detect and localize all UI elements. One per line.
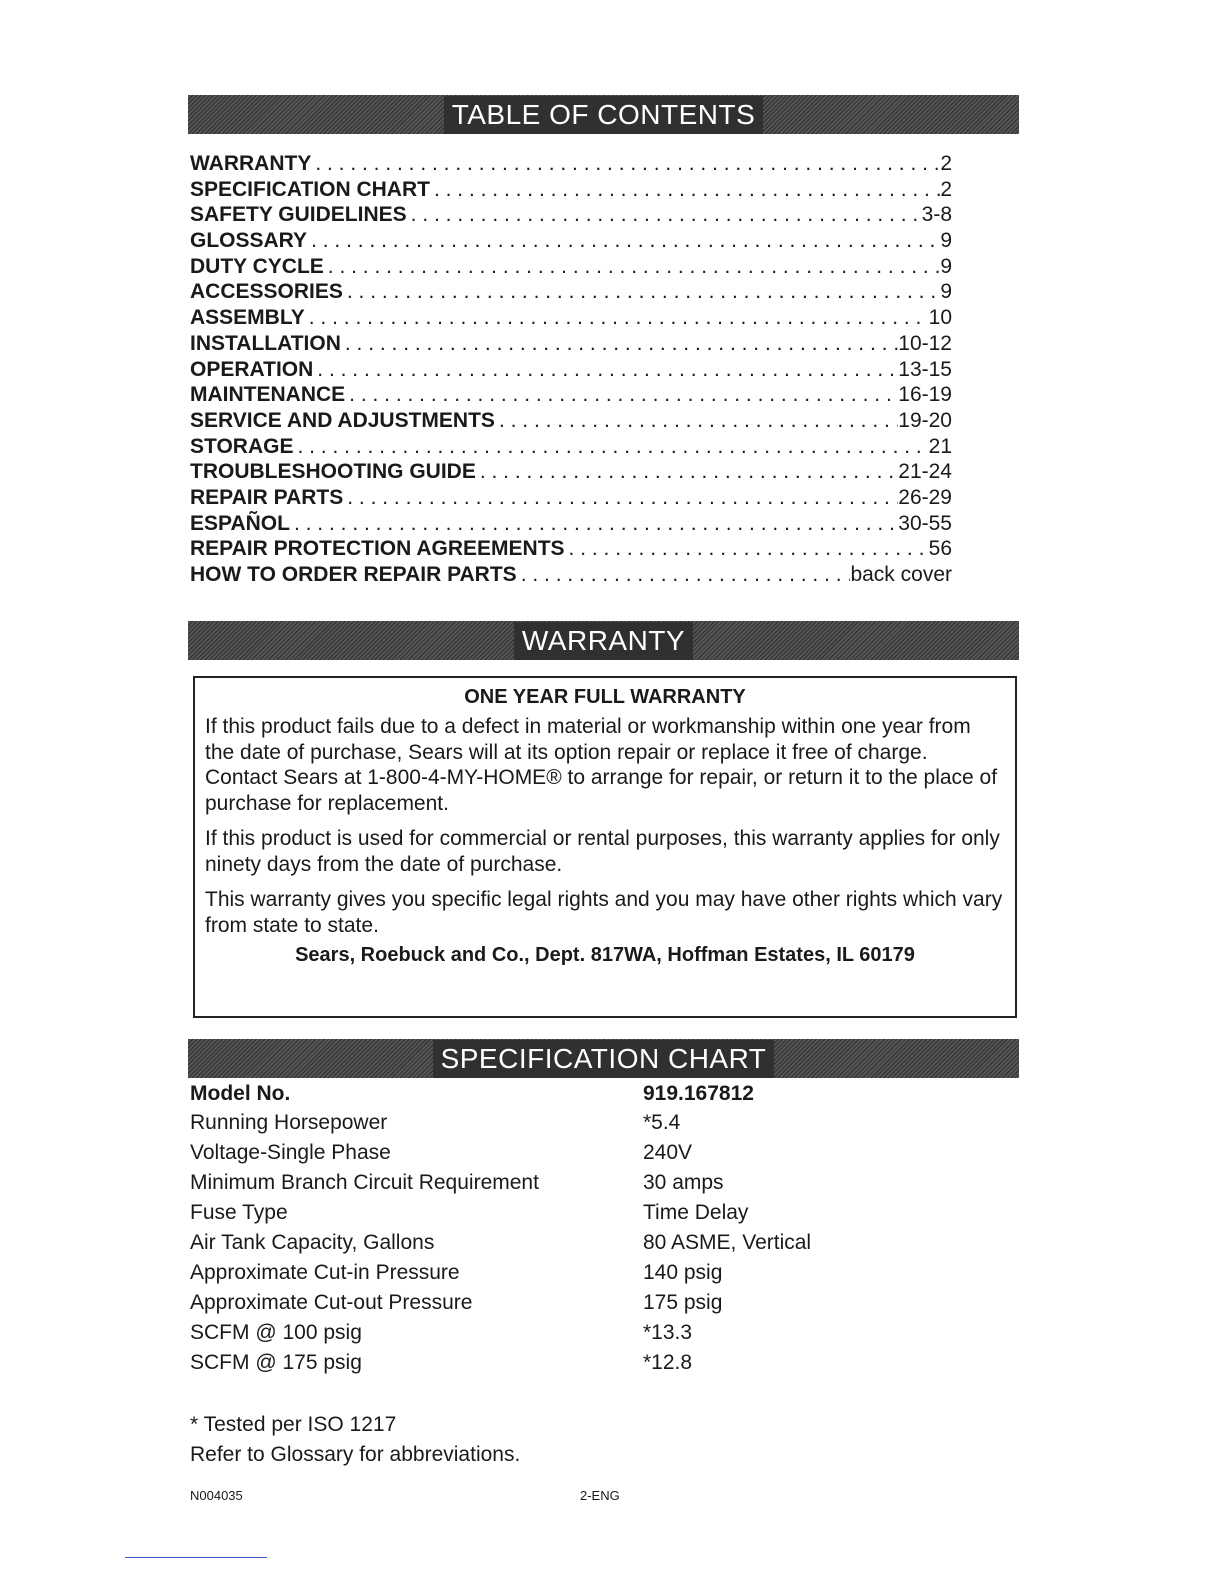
toc-leader — [311, 151, 940, 177]
toc-entry-label: INSTALLATION — [190, 331, 341, 355]
spec-heading: SPECIFICATION CHART — [433, 1040, 775, 1078]
spec-row — [190, 1198, 990, 1228]
spec-value: 140 psig — [643, 1261, 723, 1284]
spec-label: Approximate Cut-out Pressure — [190, 1291, 473, 1314]
toc-leader — [430, 177, 940, 203]
toc-entry — [190, 177, 952, 203]
toc-entry-page: 13-15 — [898, 357, 952, 381]
toc-entry-page: 2 — [940, 152, 952, 175]
toc-entry — [190, 228, 952, 254]
table-of-contents — [190, 151, 952, 588]
toc-entry-label: STORAGE — [190, 434, 294, 458]
spec-value: *12.8 — [643, 1351, 693, 1374]
toc-entry — [190, 459, 952, 485]
spec-banner — [188, 1039, 1019, 1078]
warranty-heading: WARRANTY — [514, 622, 693, 660]
toc-entry-page: 9 — [940, 254, 952, 278]
spec-label: Fuse Type — [190, 1201, 288, 1224]
toc-leader — [343, 485, 898, 511]
toc-entry-label: TROUBLESHOOTING GUIDE — [190, 460, 476, 484]
toc-leader — [343, 279, 940, 305]
toc-entry-label: SPECIFICATION CHART — [190, 177, 430, 201]
toc-entry-page: 2 — [940, 177, 952, 201]
spec-row — [190, 1168, 990, 1198]
warranty-paragraph: This warranty gives you specific legal rights and you may have other rights which vary from state to state. — [205, 888, 1003, 937]
toc-leader — [407, 202, 922, 228]
toc-entry — [190, 254, 952, 280]
warranty-box — [193, 676, 1017, 1018]
toc-entry-label: ASSEMBLY — [190, 306, 305, 330]
toc-entry-page: 56 — [928, 537, 952, 561]
spec-row — [190, 1348, 990, 1378]
toc-entry — [190, 408, 952, 434]
spec-label: SCFM @ 175 psig — [190, 1351, 362, 1374]
toc-entry-page: 21-24 — [898, 460, 952, 484]
toc-entry — [190, 511, 952, 537]
warranty-paragraph: If this product fails due to a defect in material or workmanship within one year from the date of purchase, Sears will at its option repair or replace it free of charge. Contact Sears at 1-800-4-MY-HOME® to arrange for repair, or return it to the place of purchase for replacement. — [205, 715, 998, 815]
toc-entry-label: SERVICE AND ADJUSTMENTS — [190, 408, 495, 432]
toc-leader — [324, 254, 941, 280]
toc-leader — [476, 459, 898, 485]
spec-footnote: * Tested per ISO 1217 — [190, 1413, 397, 1436]
toc-entry-label: REPAIR PARTS — [190, 485, 344, 509]
toc-banner — [188, 95, 1019, 134]
toc-entry — [190, 305, 952, 331]
toc-leader — [565, 536, 929, 562]
toc-entry — [190, 434, 952, 460]
toc-entry-page: 9 — [940, 280, 952, 304]
toc-entry-page: 10 — [928, 306, 952, 330]
spec-row — [190, 1318, 990, 1348]
toc-entry-label: DUTY CYCLE — [190, 254, 324, 278]
toc-leader — [345, 382, 898, 408]
spec-value: *5.4 — [643, 1111, 681, 1134]
toc-entry-page: back cover — [850, 563, 952, 586]
warranty-title: ONE YEAR FULL WARRANTY — [464, 686, 746, 708]
spec-row — [190, 1138, 990, 1168]
toc-entry — [190, 202, 952, 228]
spec-model-label: Model No. — [190, 1082, 291, 1105]
scan-edge-line — [125, 1557, 267, 1558]
toc-entry-label: OPERATION — [190, 357, 314, 381]
toc-entry — [190, 279, 952, 305]
toc-entry-label: HOW TO ORDER REPAIR PARTS — [190, 563, 517, 586]
document-code: N004035 — [190, 1488, 243, 1503]
spec-label: SCFM @ 100 psig — [190, 1321, 362, 1344]
toc-entry-page: 9 — [940, 229, 952, 253]
toc-entry-label: ESPAÑOL — [190, 511, 290, 535]
page-number: 2-ENG — [580, 1488, 620, 1503]
spec-row — [190, 1288, 990, 1318]
toc-leader — [293, 434, 928, 460]
toc-leader — [517, 562, 851, 588]
spec-label: Air Tank Capacity, Gallons — [190, 1231, 435, 1254]
toc-entry-page: 3-8 — [921, 203, 952, 227]
toc-entry — [190, 382, 952, 408]
spec-label: Minimum Branch Circuit Requirement — [190, 1171, 539, 1194]
spec-value: 30 amps — [643, 1171, 724, 1194]
specification-chart — [190, 1080, 990, 1378]
toc-entry-label: GLOSSARY — [190, 229, 308, 253]
spec-row — [190, 1108, 990, 1138]
toc-entry-page: 26-29 — [898, 485, 952, 509]
toc-entry-label: ACCESSORIES — [190, 280, 343, 304]
toc-leader — [305, 305, 929, 331]
spec-value: *13.3 — [643, 1321, 693, 1344]
toc-leader — [313, 357, 898, 383]
toc-entry-page: 19-20 — [898, 408, 952, 432]
toc-entry-page: 10-12 — [898, 331, 952, 355]
toc-entry — [190, 536, 952, 562]
toc-entry — [190, 331, 952, 357]
toc-entry-page: 21 — [928, 434, 952, 458]
spec-row — [190, 1258, 990, 1288]
spec-value: Time Delay — [643, 1201, 749, 1224]
toc-entry-page: 30-55 — [898, 511, 952, 535]
spec-header-row — [190, 1080, 990, 1108]
toc-entry-label: WARRANTY — [190, 152, 312, 175]
toc-leader — [307, 228, 940, 254]
toc-heading: TABLE OF CONTENTS — [444, 96, 764, 134]
spec-value: 80 ASME, Vertical — [643, 1231, 812, 1254]
toc-entry — [190, 562, 952, 588]
toc-leader — [495, 408, 898, 434]
spec-label: Approximate Cut-in Pressure — [190, 1261, 460, 1284]
warranty-paragraph: If this product is used for commercial or rental purposes, this warranty applies for only ninety days from the date of purchase. — [205, 827, 1000, 876]
warranty-address: Sears, Roebuck and Co., Dept. 817WA, Hoffman Estates, IL 60179 — [295, 944, 915, 966]
warranty-banner — [188, 621, 1019, 660]
spec-model-value: 919.167812 — [643, 1082, 754, 1105]
toc-leader — [341, 331, 898, 357]
spec-notes — [190, 1410, 520, 1470]
spec-label: Running Horsepower — [190, 1111, 388, 1134]
spec-value: 175 psig — [643, 1291, 723, 1314]
spec-value: 240V — [643, 1141, 693, 1164]
spec-label: Voltage-Single Phase — [190, 1141, 391, 1164]
spec-glossary-note: Refer to Glossary for abbreviations. — [190, 1443, 521, 1466]
toc-entry — [190, 357, 952, 383]
toc-entry-label: SAFETY GUIDELINES — [190, 203, 407, 227]
toc-leader — [290, 511, 898, 537]
spec-row — [190, 1228, 990, 1258]
toc-entry — [190, 485, 952, 511]
toc-entry-label: REPAIR PROTECTION AGREEMENTS — [190, 537, 565, 561]
toc-entry — [190, 151, 952, 177]
toc-entry-page: 16-19 — [898, 383, 952, 407]
toc-entry-label: MAINTENANCE — [190, 383, 346, 407]
